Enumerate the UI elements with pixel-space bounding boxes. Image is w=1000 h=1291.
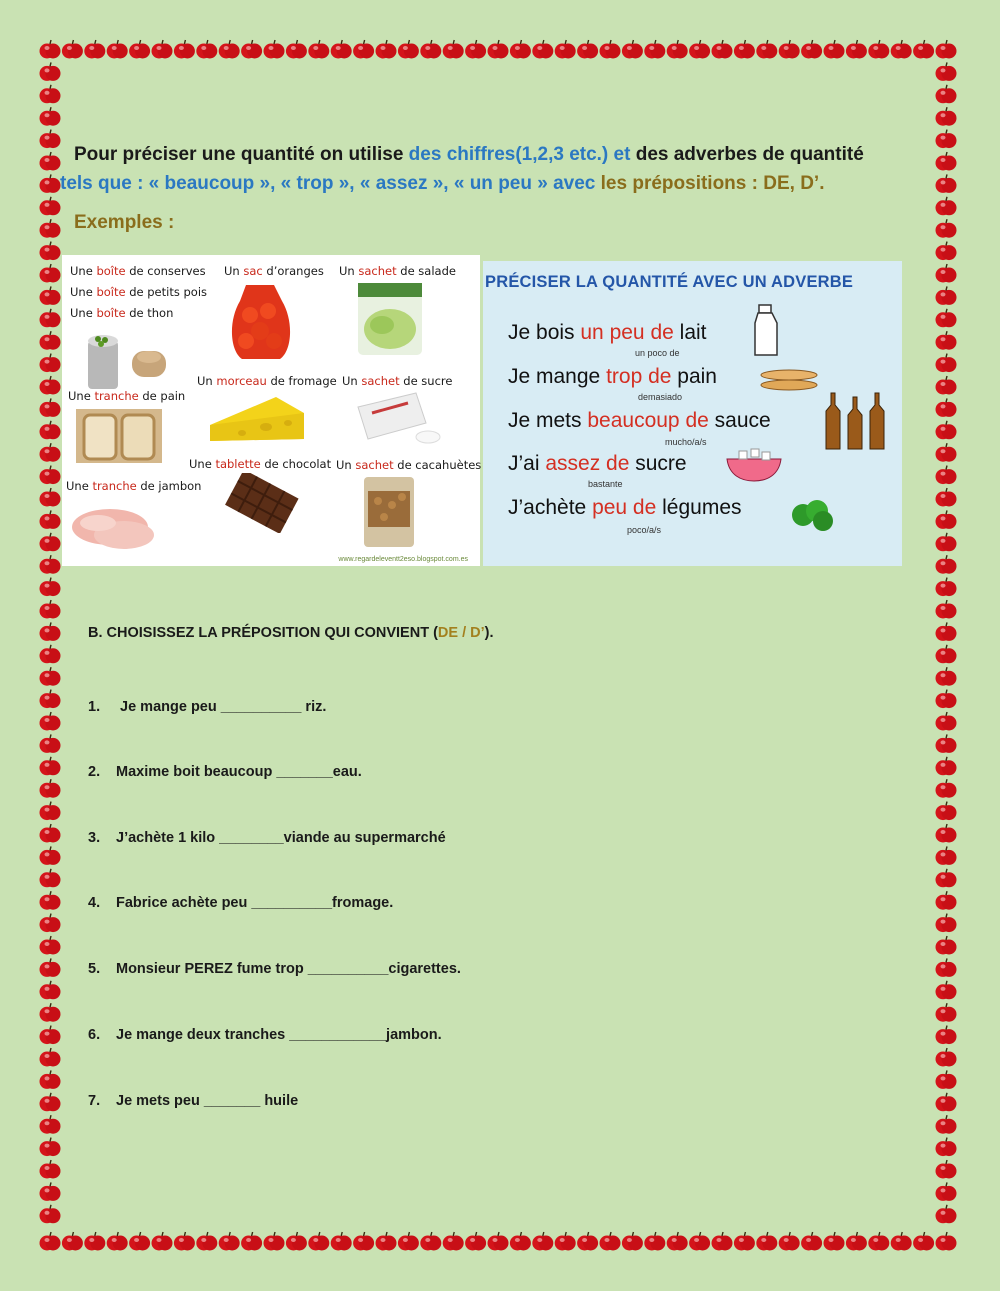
- apple-icon: [40, 1003, 61, 1022]
- apple-icon: [936, 757, 957, 776]
- apple-icon: [40, 555, 61, 574]
- apple-icon: [532, 40, 553, 59]
- apple-icon: [286, 1232, 307, 1251]
- apple-icon: [40, 824, 61, 843]
- bread-icon: [759, 365, 821, 395]
- apple-icon: [689, 1232, 710, 1251]
- apple-icon: [465, 1232, 486, 1251]
- apple-icon: [353, 40, 374, 59]
- exercise-question: 6. Je mange deux tranches ____________jambon.: [88, 1027, 442, 1043]
- intro-text-1: Pour préciser une quantité on utilise: [74, 144, 409, 165]
- apple-icon: [129, 40, 150, 59]
- apple-icon: [936, 1026, 957, 1045]
- apple-icon: [801, 1232, 822, 1251]
- apple-icon: [868, 1232, 889, 1251]
- apple-icon: [174, 40, 195, 59]
- exercise-question: 3. J’achète 1 kilo ________viande au supermarché: [88, 830, 446, 846]
- exercise-heading: B. CHOISISSEZ LA PRÉPOSITION QUI CONVIENT (DE / D’).: [88, 625, 494, 641]
- exercise-question: 5. Monsieur PEREZ fume trop __________cigarettes.: [88, 961, 461, 977]
- intro-text-examples: tels que : « beaucoup », « trop », « assez », « un peu » avec: [60, 173, 601, 194]
- apple-icon: [40, 286, 61, 305]
- apple-icon: [40, 936, 61, 955]
- apple-icon: [936, 219, 957, 238]
- apple-icon: [264, 40, 285, 59]
- apple-icon: [936, 1205, 957, 1224]
- apple-icon: [936, 85, 957, 104]
- apple-icon: [644, 40, 665, 59]
- apple-icon: [241, 40, 262, 59]
- apple-icon: [40, 331, 61, 350]
- apple-icon: [443, 40, 464, 59]
- apple-icon: [936, 824, 957, 843]
- apple-icon: [936, 1048, 957, 1067]
- intro-text-numbers: des chiffres(1,2,3 etc.) et: [408, 144, 631, 165]
- apple-icon: [353, 1232, 374, 1251]
- apple-icon: [40, 242, 61, 261]
- apple-icon: [577, 40, 598, 59]
- apple-icon: [40, 891, 61, 910]
- apple-icon: [532, 1232, 553, 1251]
- apple-icon: [40, 85, 61, 104]
- apple-icon: [443, 1232, 464, 1251]
- apple-icon: [936, 1003, 957, 1022]
- apple-icon: [219, 1232, 240, 1251]
- apple-icon: [40, 421, 61, 440]
- apple-icon: [331, 40, 352, 59]
- apple-icon: [62, 1232, 83, 1251]
- adverb-sentence: Je mets beaucoup de sauce: [508, 409, 771, 432]
- sugar-bowl-icon: [723, 447, 785, 483]
- apple-icon: [689, 40, 710, 59]
- apple-icon: [667, 1232, 688, 1251]
- food-label: Une boîte de petits pois: [70, 285, 208, 299]
- apple-icon: [779, 40, 800, 59]
- apple-icon: [40, 1048, 61, 1067]
- apple-icon: [936, 376, 957, 395]
- apple-icon: [308, 1232, 329, 1251]
- vegetables-icon: [789, 497, 837, 533]
- food-label: Une tablette de chocolat: [189, 457, 332, 471]
- apple-icon: [40, 1160, 61, 1179]
- apple-icon: [734, 1232, 755, 1251]
- apple-icon: [936, 1182, 957, 1201]
- ham-slices-icon: [68, 499, 160, 555]
- apple-icon: [488, 1232, 509, 1251]
- apple-icon: [913, 1232, 934, 1251]
- apple-icon: [40, 757, 61, 776]
- apple-icon: [40, 40, 61, 59]
- apple-icon: [488, 40, 509, 59]
- apple-icon: [756, 40, 777, 59]
- apple-icon: [936, 645, 957, 664]
- translation-label: un poco de: [635, 348, 680, 358]
- apple-icon: [936, 1160, 957, 1179]
- apple-icon: [936, 443, 957, 462]
- food-label: Une boîte de thon: [70, 306, 174, 320]
- apple-icon: [846, 1232, 867, 1251]
- apple-icon: [196, 1232, 217, 1251]
- apple-icon: [376, 1232, 397, 1251]
- intro-text-prepositions: les prépositions : DE, D’.: [600, 173, 825, 194]
- apple-icon: [734, 40, 755, 59]
- apple-icon: [129, 1232, 150, 1251]
- apple-icon: [40, 1182, 61, 1201]
- apple-icon: [40, 152, 61, 171]
- apple-icon: [40, 779, 61, 798]
- apple-icon: [936, 981, 957, 1000]
- adverb-sentence: Je bois un peu de lait: [508, 321, 707, 344]
- apple-icon: [936, 555, 957, 574]
- apple-icon: [936, 712, 957, 731]
- cheese-icon: [206, 391, 310, 447]
- apple-icon: [40, 981, 61, 1000]
- apple-icon: [936, 1093, 957, 1112]
- apple-icon: [936, 869, 957, 888]
- apple-icon: [936, 1070, 957, 1089]
- apple-icon: [936, 779, 957, 798]
- apple-icon: [936, 398, 957, 417]
- oranges-bag-icon: [224, 281, 300, 363]
- apple-icon: [712, 40, 733, 59]
- apple-icon: [308, 40, 329, 59]
- apple-icon: [756, 1232, 777, 1251]
- apple-icon: [40, 622, 61, 641]
- apple-icon: [936, 667, 957, 686]
- apple-icon: [40, 264, 61, 283]
- apple-icon: [510, 40, 531, 59]
- apple-icon: [936, 107, 957, 126]
- apple-icon: [40, 174, 61, 193]
- apple-icon: [40, 107, 61, 126]
- intro-text-adverbs: des adverbes de quantité: [630, 144, 864, 165]
- apple-icon: [420, 1232, 441, 1251]
- apple-icon: [465, 40, 486, 59]
- apple-icon: [936, 1115, 957, 1134]
- chocolate-bar-icon: [220, 473, 302, 533]
- apple-icon: [846, 40, 867, 59]
- apple-icon: [40, 802, 61, 821]
- apple-icon: [40, 398, 61, 417]
- cans-icon: [74, 327, 174, 393]
- food-label: Une boîte de conserves: [70, 264, 206, 278]
- translation-label: mucho/a/s: [665, 437, 707, 447]
- apple-icon: [398, 40, 419, 59]
- apple-icon: [40, 645, 61, 664]
- apple-icon: [107, 1232, 128, 1251]
- apple-icon: [40, 197, 61, 216]
- apple-icon: [936, 958, 957, 977]
- apple-icon: [40, 869, 61, 888]
- apple-icon: [40, 712, 61, 731]
- apple-icon: [40, 443, 61, 462]
- apple-icon: [868, 40, 889, 59]
- adverb-sentence: Je mange trop de pain: [508, 365, 717, 388]
- apple-icon: [40, 354, 61, 373]
- apple-icon: [264, 1232, 285, 1251]
- apple-icon: [152, 40, 173, 59]
- apple-icon: [936, 1232, 957, 1251]
- apple-icon: [40, 578, 61, 597]
- apple-icon: [62, 40, 83, 59]
- adverb-sentence: J’achète peu de légumes: [508, 496, 742, 519]
- apple-icon: [40, 130, 61, 149]
- apple-icon: [600, 40, 621, 59]
- bread-slices-icon: [74, 405, 166, 465]
- translation-label: demasiado: [638, 392, 683, 402]
- apple-icon: [936, 936, 957, 955]
- apple-icon: [40, 1093, 61, 1112]
- apple-icon: [376, 40, 397, 59]
- apple-icon: [936, 309, 957, 328]
- apple-icon: [40, 667, 61, 686]
- apple-icon: [644, 1232, 665, 1251]
- apple-icon: [40, 376, 61, 395]
- examples-label: Exemples :: [74, 212, 175, 233]
- apple-icon: [936, 578, 957, 597]
- sugar-packet-icon: [352, 389, 444, 451]
- apple-icon: [824, 1232, 845, 1251]
- apple-icon: [577, 1232, 598, 1251]
- intro-paragraph: [60, 140, 940, 198]
- apple-icon: [622, 1232, 643, 1251]
- peanuts-bag-icon: [358, 475, 422, 549]
- apple-icon: [936, 466, 957, 485]
- apple-icon: [510, 1232, 531, 1251]
- food-label: Un sachet de cacahuètes: [336, 458, 482, 472]
- apple-icon: [936, 354, 957, 373]
- apple-icon: [152, 1232, 173, 1251]
- apple-icon: [936, 533, 957, 552]
- milk-bottle-icon: [753, 303, 783, 359]
- apple-icon: [40, 734, 61, 753]
- apple-icon: [40, 309, 61, 328]
- exercise-question: 7. Je mets peu _______ huile: [88, 1093, 299, 1109]
- apple-icon: [40, 1115, 61, 1134]
- apple-icon: [801, 40, 822, 59]
- apple-icon: [286, 40, 307, 59]
- apple-icon: [40, 914, 61, 933]
- apple-icon: [936, 264, 957, 283]
- apple-icon: [936, 600, 957, 619]
- apple-icon: [40, 510, 61, 529]
- apple-icon: [936, 846, 957, 865]
- adverbs-title: PRÉCISER LA QUANTITÉ AVEC UN ADVERBE: [485, 273, 854, 291]
- apple-icon: [40, 958, 61, 977]
- apple-icon: [600, 1232, 621, 1251]
- apple-icon: [420, 40, 441, 59]
- apple-icon: [40, 533, 61, 552]
- apple-icon: [331, 1232, 352, 1251]
- apple-icon: [936, 40, 957, 59]
- apple-icon: [936, 622, 957, 641]
- apple-icon: [936, 914, 957, 933]
- apple-icon: [936, 197, 957, 216]
- apple-icon: [555, 40, 576, 59]
- apple-icon: [40, 466, 61, 485]
- apple-icon: [398, 1232, 419, 1251]
- apple-icon: [40, 846, 61, 865]
- adverb-sentence: J’ai assez de sucre: [508, 452, 687, 475]
- apple-icon: [196, 40, 217, 59]
- apple-icon: [40, 1232, 61, 1251]
- food-label: Un sachet de salade: [339, 264, 456, 278]
- adverbs-image: [483, 261, 902, 566]
- apple-icon: [936, 802, 957, 821]
- apple-icon: [779, 1232, 800, 1251]
- apple-icon: [936, 510, 957, 529]
- apple-icon: [667, 40, 688, 59]
- exercise-question: 4. Fabrice achète peu __________fromage.: [88, 895, 394, 911]
- apple-icon: [936, 690, 957, 709]
- apple-icon: [107, 40, 128, 59]
- apple-icon: [219, 40, 240, 59]
- apple-icon: [936, 242, 957, 261]
- image-credit: www.regardeleventt2eso.blogspot.com.es: [338, 556, 468, 563]
- apple-icon: [40, 600, 61, 619]
- apple-icon: [40, 488, 61, 507]
- translation-label: bastante: [588, 479, 623, 489]
- apple-icon: [84, 40, 105, 59]
- food-label: Un sachet de sucre: [342, 374, 453, 388]
- apple-icon: [174, 1232, 195, 1251]
- exercise-question: 1. Je mange peu __________ riz.: [88, 699, 327, 715]
- apple-icon: [936, 734, 957, 753]
- apple-icon: [936, 286, 957, 305]
- food-label: Une tranche de pain: [68, 389, 186, 403]
- food-label: Un sac d’oranges: [224, 264, 324, 278]
- apple-icon: [241, 1232, 262, 1251]
- apple-icon: [40, 1138, 61, 1157]
- apple-icon: [40, 219, 61, 238]
- apple-icon: [891, 40, 912, 59]
- exercise-question: 2. Maxime boit beaucoup _______eau.: [88, 764, 362, 780]
- sauce-bottles-icon: [823, 391, 889, 451]
- apple-icon: [555, 1232, 576, 1251]
- apple-icon: [40, 1026, 61, 1045]
- food-label: Un morceau de fromage: [197, 374, 337, 388]
- apple-icon: [40, 690, 61, 709]
- salad-bag-icon: [354, 281, 430, 359]
- apple-icon: [84, 1232, 105, 1251]
- apple-icon: [936, 331, 957, 350]
- apple-icon: [913, 40, 934, 59]
- apple-icon: [936, 1138, 957, 1157]
- apple-icon: [936, 62, 957, 81]
- apple-icon: [40, 1070, 61, 1089]
- apple-icon: [936, 891, 957, 910]
- translation-label: poco/a/s: [627, 525, 662, 535]
- apple-icon: [936, 488, 957, 507]
- food-label: Une tranche de jambon: [66, 479, 202, 493]
- apple-icon: [712, 1232, 733, 1251]
- apple-icon: [622, 40, 643, 59]
- apple-icon: [40, 1205, 61, 1224]
- apple-icon: [891, 1232, 912, 1251]
- apple-icon: [40, 62, 61, 81]
- apple-icon: [936, 421, 957, 440]
- food-quantities-image: [62, 255, 480, 566]
- apple-icon: [824, 40, 845, 59]
